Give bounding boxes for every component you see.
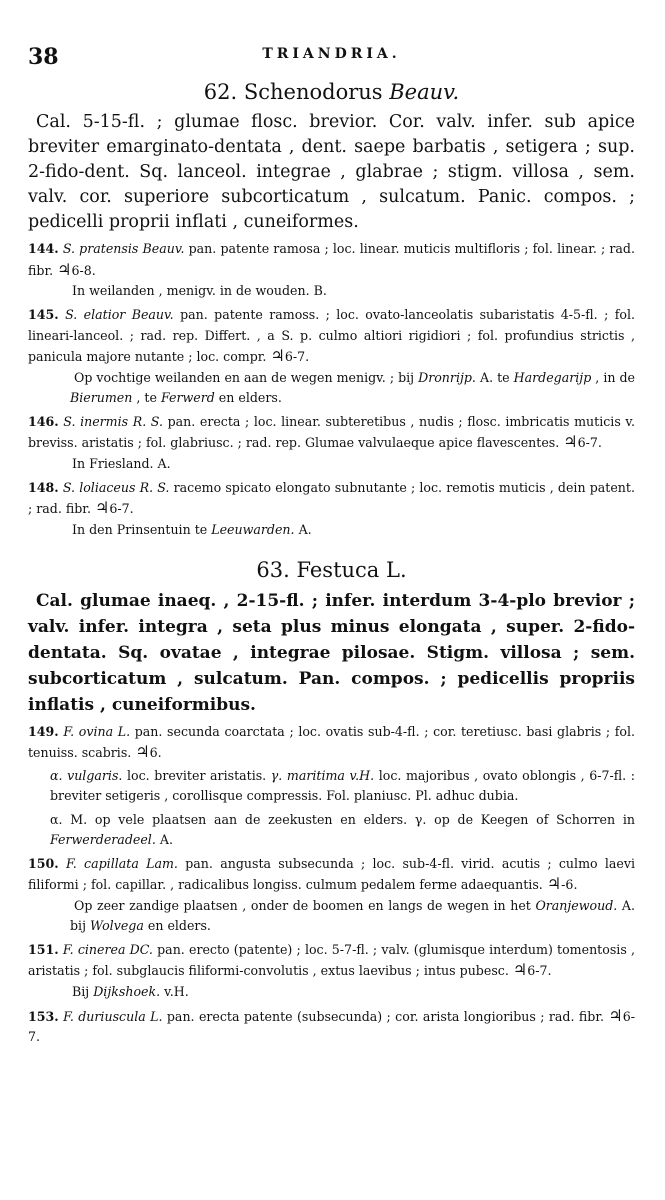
variety-gamma-name: γ. maritima v.H.: [270, 767, 375, 783]
locality-text: Op vochtige weilanden en aan de wegen menigv. ; bij: [74, 369, 415, 385]
species-description: pan. patente ramoss. ; loc. ovato-lanceolatis subaristatis 4-5-fl. ; fol. lineari-lanceol. ; rad. rep. Differt. , a S. p. culmo altiori rigidiori ; fol. profundius strictis , panicula majore nutante ; loc. compr.: [28, 307, 635, 364]
species-name: F. duriuscula L.: [63, 1008, 163, 1024]
flowering-months: 6.: [149, 745, 162, 760]
species-148-locality: [72, 520, 635, 540]
genus-62-diagnosis: [28, 110, 635, 235]
species-description: pan. patente ramosa ; loc. linear. muticis multifloris ; fol. linear. ; rad. fibr.: [28, 241, 635, 278]
variety-alpha-text: loc. breviter aristatis.: [127, 767, 267, 783]
locality-text: A.: [159, 831, 173, 847]
species-name: S. loliaceus R. S.: [62, 479, 170, 495]
species-144: [28, 239, 635, 281]
flowering-months: 6-8.: [71, 262, 96, 278]
species-description: pan. angusta subsecunda ; loc. sub-4-fl. virid. acutis ; culmo laevi filiformi ; fol. capillar. , radicalibus longiss. culmum pedalem ferme adaequantis.: [28, 855, 636, 892]
genus-62-diagnosis-text: Cal. 5-15-fl. ; glumae flosc. brevior. Cor. valv. infer. sub apice breviter emarginato-dentata , dent. saepe barbatis , setigera ; sup. 2-fido-dent. Sq. lanceol. integrae , glabrae ; stigm. villosa , sem. valv. cor. superiore subcorticatum , sulcatum. Panic. compos. ; pedicelli proprii inflati , cuneiformes.: [28, 112, 635, 232]
locality-text: A. te: [479, 369, 510, 385]
place-name: Dijkshoek.: [93, 983, 161, 999]
flowering-months: 6-7.: [527, 963, 552, 978]
perennial-symbol: ♃: [94, 498, 110, 517]
species-number: 145.: [28, 307, 59, 322]
genus-63-diagnosis-text: Cal. glumae inaeq. , 2-15-fl. ; infer. interdum 3-4-plo brevior ; valv. infer. integra , seta plus minus elongata , super. 2-fido-dentata. Sq. ovatae , integrae pilosae. Stigm. villosa ; sem. subcorticatum , sulcatum. Pan. compos. ; pedicellis propriis inflatis , cuneiformibus.: [28, 590, 635, 715]
species-number: 149.: [28, 723, 59, 739]
place-name: Ferwerderadeel.: [50, 831, 156, 847]
perennial-symbol: ♃: [57, 259, 72, 279]
species-number: 150.: [28, 855, 59, 871]
species-number: 144.: [28, 241, 59, 256]
species-name: S. pratensis Beauv.: [62, 241, 185, 256]
species-number: 146.: [28, 413, 59, 429]
species-149: [28, 722, 635, 764]
species-145-locality: [70, 368, 635, 408]
genus-63-title: 63. Festuca L.: [256, 557, 407, 582]
species-145: [28, 305, 635, 368]
locality-text: A. bij: [70, 897, 635, 933]
species-146: [28, 412, 635, 454]
species-name: F. capillata Lam.: [65, 855, 178, 871]
locality-text: v.H.: [164, 983, 189, 999]
page-number: 38: [28, 44, 59, 70]
species-name: F. ovina L.: [63, 723, 131, 739]
locality-text: , in de: [595, 369, 635, 385]
species-name: S. elatior Beauv.: [65, 307, 174, 322]
variety-gamma-text: loc. majoribus , ovato oblongis , 6-7-fl. : breviter setigeris , corollisque compressis. Fol. planiusc. Pl. adhuc dubia.: [50, 767, 635, 803]
locality-text: Op zeer zandige plaatsen , onder de boomen en langs de wegen in het: [74, 897, 531, 913]
flowering-months: 6-7.: [109, 501, 134, 516]
species-number: 153.: [28, 1008, 59, 1024]
place-name: Wolvega: [90, 917, 144, 933]
species-description: pan. erecta ; loc. linear. subteretibus , nudis ; flosc. imbricatis muticis v. breviss. aristatis ; fol. glabriusc. ; rad. rep. Glumae valvulaeque apice flavescentes.: [28, 413, 636, 450]
species-name: S. inermis R. S.: [63, 413, 163, 429]
perennial-symbol: ♃: [270, 346, 285, 365]
perennial-symbol: ♃: [135, 742, 150, 761]
perennial-symbol: ♃: [512, 960, 528, 979]
species-description: pan. erecto (patente) ; loc. 5-7-fl. ; valv. (glumisque interdum) tomentosis , aristatis ; fol. subglaucis filiformi-convolutis , extus laevibus ; intus pubesc.: [28, 941, 635, 978]
page-header: [28, 36, 635, 70]
place-name: Oranjewoud.: [535, 897, 618, 913]
perennial-symbol: ♃: [546, 874, 562, 893]
flowering-months: 6-7.: [577, 435, 602, 450]
species-148: [28, 478, 635, 520]
flowering-months: -6.: [561, 877, 578, 892]
genus-62-name: 62. Schenodorus: [203, 80, 383, 104]
species-description: pan. erecta patente (subsecunda) ; cor. arista longioribus ; rad. fibr.: [166, 1008, 604, 1024]
place-name: Ferwerd: [160, 389, 215, 405]
place-name: Leeuwarden.: [211, 521, 295, 537]
locality-text: , te: [136, 389, 157, 405]
variety-alpha-name: α. vulgaris.: [50, 767, 123, 783]
place-name: Dronrijp.: [418, 369, 476, 385]
species-151-locality: [72, 982, 635, 1002]
species-description: racemo spicato elongato subnutante ; loc. remotis muticis , dein patent. ; rad. fibr.: [28, 479, 635, 516]
locality-text: Bij: [72, 983, 90, 999]
genus-62-author: Beauv.: [389, 80, 460, 104]
genus-63-diagnosis: [28, 588, 635, 718]
genus-62-title: [28, 80, 635, 104]
flowering-months: 6-7.: [284, 349, 310, 364]
locality-text: γ. op de Keegen of Schorren in: [414, 811, 635, 827]
species-149-locality: [50, 810, 635, 850]
species-name: F. cinerea DC.: [62, 941, 153, 957]
perennial-symbol: ♃: [563, 432, 578, 451]
place-name: Bierumen: [70, 389, 133, 405]
place-name: Hardegarijp: [513, 369, 592, 385]
perennial-symbol: ♃: [608, 1005, 623, 1025]
locality-text: en elders.: [218, 389, 282, 405]
species-number: 148.: [28, 479, 59, 495]
species-150: [28, 854, 635, 896]
species-153: [28, 1006, 635, 1048]
flowering-months: 6-7.: [28, 1008, 635, 1044]
species-146-locality: In Friesland. A.: [72, 455, 171, 471]
locality-text: α. M. op vele plaatsen aan de zeekusten en elders.: [50, 811, 408, 827]
species-149-varieties: [50, 766, 635, 806]
locality-text: In den Prinsentuin te: [72, 521, 208, 537]
locality-text: A.: [298, 521, 312, 537]
running-head: TRIANDRIA.: [262, 46, 401, 62]
species-144-locality: In weilanden , menigv. in de wouden. B.: [72, 283, 327, 298]
locality-text: en elders.: [147, 917, 211, 933]
species-150-locality: [70, 896, 635, 936]
species-151: [28, 940, 635, 982]
species-description: pan. secunda coarctata ; loc. ovatis sub-4-fl. ; cor. teretiusc. basi glabris ; fol. tenuiss. scabris.: [28, 723, 635, 760]
species-number: 151.: [28, 941, 59, 957]
